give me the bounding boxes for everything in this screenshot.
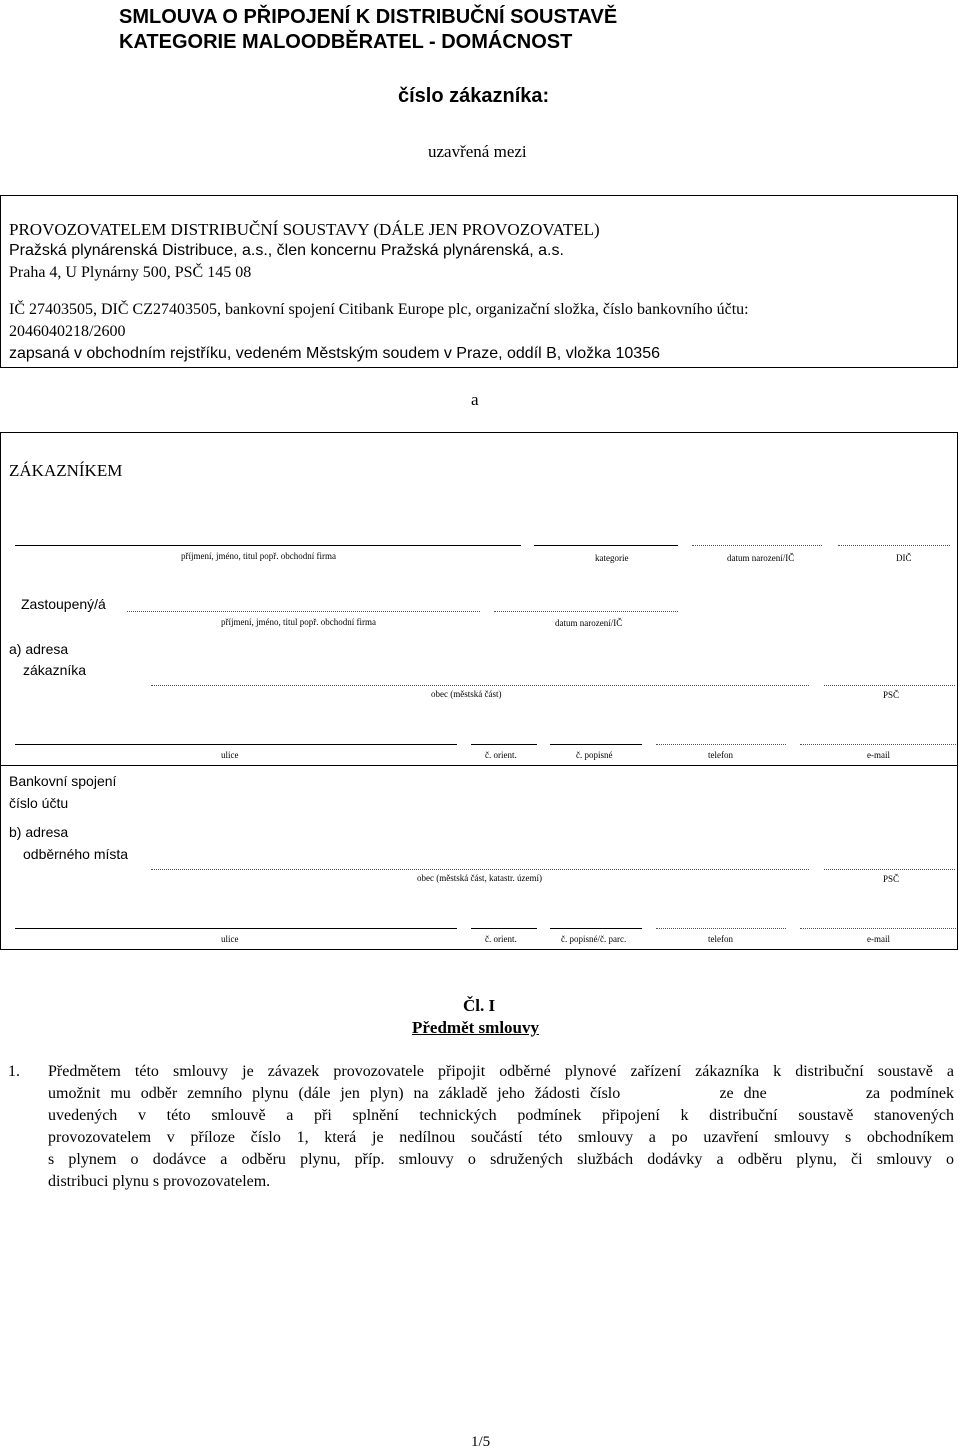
page-number: 1/5 [471, 1434, 491, 1450]
caption-site-street: ulice [221, 934, 239, 944]
caption-site-phone: telefon [708, 934, 733, 944]
article-title: Předmět smlouvy [412, 1018, 540, 1037]
caption-site-town: obec (městská část, katastr. území) [417, 873, 542, 883]
site-phone-field[interactable] [656, 928, 786, 929]
customer-phone-field[interactable] [656, 744, 786, 745]
site-email-field[interactable] [800, 928, 956, 929]
site-address-label: b) adresa [9, 824, 69, 840]
caption-category: kategorie [595, 553, 629, 563]
operator-register: zapsaná v obchodním rejstříku, vedeném Městským soudem v Praze, oddíl B, vložka 10356 [9, 345, 660, 362]
caption-site-orient: č. orient. [485, 934, 517, 944]
caption-customer-street: ulice [221, 750, 239, 760]
caption-site-psc: PSČ [883, 874, 900, 884]
site-popisne-field[interactable] [550, 928, 642, 929]
operator-heading: PROVOZOVATELEM DISTRIBUČNÍ SOUSTAVY (DÁLE JEN PROVOZOVATEL) [9, 220, 600, 239]
paragraph-line: uvedených v této smlouvě a při splnění technických podmínek připojení k distribuční soustavě stanovených [48, 1107, 954, 1124]
article-paragraph [48, 1061, 954, 1193]
operator-address: Praha 4, U Plynárny 500, PSČ 145 08 [9, 264, 252, 281]
paragraph-line: distribuci plynu s provozovatelem. [48, 1173, 271, 1190]
customer-heading: ZÁKAZNÍKEM [9, 461, 123, 480]
concluded-between: uzavřená mezi [428, 142, 527, 161]
customer-dic-field[interactable] [838, 545, 950, 546]
document-title-line2: KATEGORIE MALOODBĚRATEL - DOMÁCNOST [119, 31, 573, 53]
represented-name-field[interactable] [127, 611, 480, 612]
customer-birth-ic-field[interactable] [692, 545, 822, 546]
caption-customer-name: příjmení, jméno, titul popř. obchodní firma [181, 551, 336, 561]
operator-name: Pražská plynárenská Distribuce, a.s., člen koncernu Pražská plynárenská, a.s. [9, 242, 564, 259]
article-item-number: 1. [8, 1063, 20, 1080]
caption-represented-name: příjmení, jméno, titul popř. obchodní firma [221, 617, 376, 627]
paragraph-line: provozovatelem v příloze číslo 1, která je nedílnou součástí této smlouvy a po uzavření smlouvy s obchodníkem [48, 1129, 954, 1146]
caption-customer-psc: PSČ [883, 690, 900, 700]
customer-address-label: a) adresa [9, 641, 69, 657]
customer-town-field[interactable] [151, 685, 809, 686]
customer-box [0, 432, 958, 950]
paragraph-line: umožnit mu odběr zemního plynu (dále jen plyn) na základě jeho žádosti číslo ze dne za podmínek [48, 1085, 954, 1102]
caption-dic: DIČ [896, 553, 912, 563]
bank-connection-label: Bankovní spojení [9, 773, 117, 789]
customer-category-field[interactable] [534, 545, 678, 546]
customer-orient-field[interactable] [471, 744, 537, 745]
document-title-line1: SMLOUVA O PŘIPOJENÍ K DISTRIBUČNÍ SOUSTAVĚ [119, 6, 618, 28]
caption-customer-email: e-mail [867, 750, 890, 760]
operator-bank-account: 2046040218/2600 [9, 323, 126, 340]
caption-represented-birth-ic: datum narození/IČ [555, 618, 623, 628]
and-separator: a [471, 390, 479, 409]
site-town-field[interactable] [151, 869, 809, 870]
customer-popisne-field[interactable] [550, 744, 642, 745]
caption-site-email: e-mail [867, 934, 890, 944]
customer-address-label-2: zákazníka [23, 662, 87, 678]
article-number: Čl. I [463, 996, 496, 1015]
site-psc-field[interactable] [824, 869, 955, 870]
bank-section-divider [1, 765, 957, 766]
operator-ids-line1: IČ 27403505, DIČ CZ27403505, bankovní spojení Citibank Europe plc, organizační složka, číslo bankovního účtu: [9, 301, 749, 318]
caption-site-popisne: č. popisné/č. parc. [561, 934, 627, 944]
represented-birth-ic-field[interactable] [494, 611, 678, 612]
account-number-label: číslo účtu [9, 795, 69, 811]
customer-name-field[interactable] [15, 545, 521, 546]
customer-number-label: číslo zákazníka: [398, 85, 550, 107]
represented-label: Zastoupený/á [21, 596, 106, 612]
site-address-label-2: odběrného místa [23, 846, 129, 862]
customer-psc-field[interactable] [824, 685, 955, 686]
customer-email-field[interactable] [800, 744, 956, 745]
caption-customer-town: obec (městská část) [431, 689, 502, 699]
caption-customer-phone: telefon [708, 750, 733, 760]
paragraph-line: s plynem o dodávce a odběru plynu, příp. smlouvy o sdružených službách dodávky a odběru plynu, či smlouvy o [48, 1151, 954, 1168]
caption-birth-ic: datum narození/IČ [727, 553, 795, 563]
caption-customer-popisne: č. popisné [576, 750, 613, 760]
site-orient-field[interactable] [471, 928, 537, 929]
site-street-field[interactable] [15, 928, 457, 929]
operator-box [0, 195, 958, 368]
paragraph-line: Předmětem této smlouvy je závazek provozovatele připojit odběrné plynové zařízení zákazníka k distribuční soustavě a [48, 1063, 954, 1080]
customer-street-field[interactable] [15, 744, 457, 745]
caption-customer-orient: č. orient. [485, 750, 517, 760]
